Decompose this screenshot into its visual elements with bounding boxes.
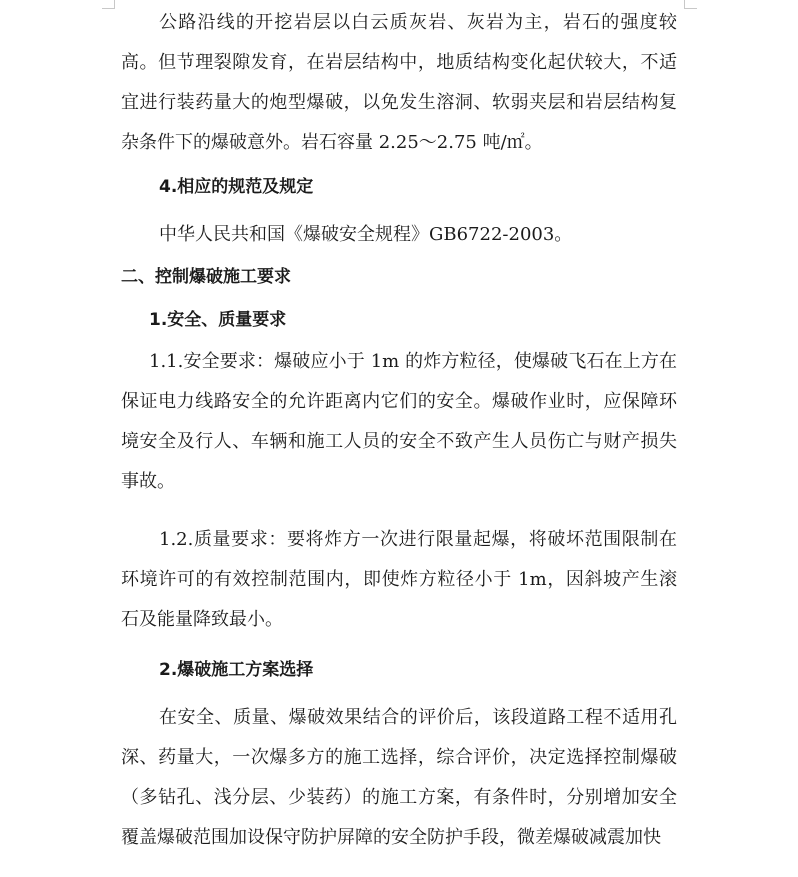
document-body (121, 0, 677, 858)
heading-safety-quality: 1.安全、质量要求 (149, 310, 287, 330)
heading-regulations: 4.相应的规范及规定 (159, 177, 314, 197)
paragraph-safety-requirement: 1.1.安全要求：爆破应小于 1m 的炸方粒径，使爆破飞石在上方在保证电力线路安全的允许距离内它们的安全。爆破作业时，应保障环境安全及行人、车辆和施工人员的安全不致产生人员伤亡与财产损失事故。 (121, 351, 677, 492)
paragraph-quality-requirement: 1.2.质量要求：要将炸方一次进行限量起爆，将破坏范围限制在环境许可的有效控制范围内，即使炸方粒径小于 1m，因斜坡产生滚石及能量降致最小。 (121, 529, 677, 630)
margin-corner-mark-right (684, 0, 697, 9)
heading-section-two: 二、控制爆破施工要求 (121, 267, 291, 287)
heading-scheme-selection: 2.爆破施工方案选择 (159, 660, 314, 680)
paragraph-scheme-intro: 在安全、质量、爆破效果结合的评价后，该段道路工程不适用孔深、药量大，一次爆多方的施工选择，综合评价，决定选择控制爆破（多钻孔、浅分层、少装药）的施工方案，有条件时，分别增加安全覆盖爆破范围加设保守防护屏障的安全防护手段，微差爆破减震加快 (121, 707, 677, 848)
paragraph-standard-ref: 中华人民共和国《爆破安全规程》GB6722-2003。 (159, 224, 573, 245)
paragraph-rock-conditions: 公路沿线的开挖岩层以白云质灰岩、灰岩为主，岩石的强度较高。但节理裂隙发育，在岩层结构中，地质结构变化起伏较大，不适宜进行装药量大的炮型爆破，以免发生溶洞、软弱夹层和岩层结构复杂条件下的爆破意外。岩石容量 2.25～2.75 吨/㎡。 (121, 12, 677, 153)
margin-corner-mark-left (102, 0, 115, 9)
